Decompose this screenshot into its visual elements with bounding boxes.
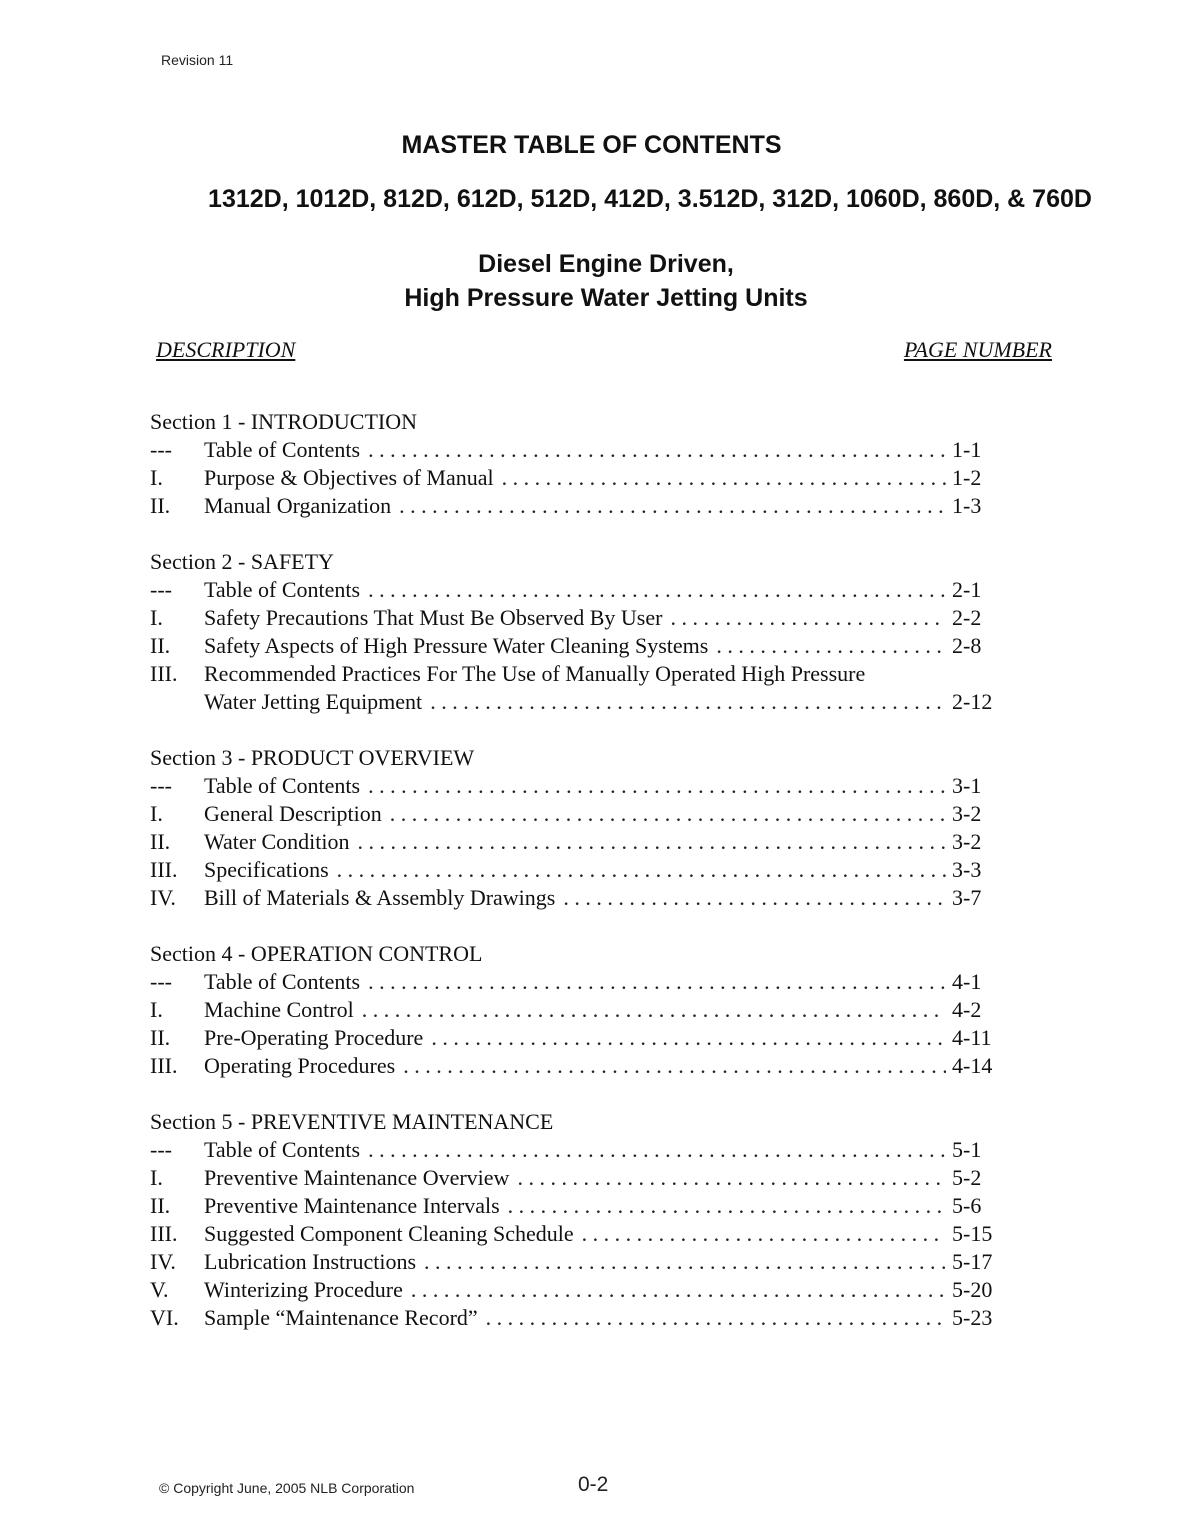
entry-label: Bill of Materials & Assembly Drawings [204, 885, 556, 910]
dot-leader [403, 1052, 946, 1080]
toc-entry[interactable] [150, 856, 1010, 884]
subtitle-line-1: Diesel Engine Driven, [478, 250, 734, 278]
entry-number: I. [150, 605, 163, 630]
toc-entry[interactable] [150, 828, 1010, 856]
toc-entry[interactable] [150, 660, 1010, 688]
entry-number: --- [150, 969, 172, 994]
page-number: 0-2 [578, 1473, 609, 1496]
entry-number: III. [150, 1053, 178, 1078]
entry-page: 4-11 [952, 1025, 992, 1050]
entry-number: II. [150, 493, 171, 518]
toc-entry[interactable] [150, 1276, 1010, 1304]
entry-page: 1-1 [952, 437, 982, 462]
toc-entry[interactable] [150, 632, 1010, 660]
entry-label-continued: Water Jetting Equipment [204, 689, 423, 714]
entry-page: 3-1 [952, 773, 982, 798]
entry-number: III. [150, 661, 178, 686]
entry-label: Safety Precautions That Must Be Observed By User [204, 605, 663, 630]
entry-page: 3-3 [952, 857, 982, 882]
dot-leader [368, 1136, 946, 1164]
section-title: Section 1 - INTRODUCTION [150, 409, 418, 434]
entry-number: II. [150, 829, 171, 854]
entry-page: 2-1 [952, 577, 982, 602]
dot-leader [390, 800, 946, 828]
entry-label: Operating Procedures [204, 1053, 396, 1078]
dot-leader [411, 1276, 946, 1304]
dot-leader [368, 772, 946, 800]
entry-label: General Description [204, 801, 382, 826]
entry-number: II. [150, 1025, 171, 1050]
toc-entry[interactable] [150, 996, 1010, 1024]
entry-label: Table of Contents [204, 437, 361, 462]
dot-leader [399, 492, 946, 520]
entry-label: Sample “Maintenance Record” [204, 1305, 478, 1330]
entry-page: 3-7 [952, 885, 982, 910]
section-title: Section 2 - SAFETY [150, 549, 334, 574]
section-title: Section 4 - OPERATION CONTROL [150, 941, 483, 966]
dot-leader [716, 632, 946, 660]
toc-entry[interactable] [150, 492, 1010, 520]
entry-number: --- [150, 577, 172, 602]
dot-leader [670, 604, 946, 632]
dot-leader [508, 1192, 946, 1220]
dot-leader [582, 1220, 946, 1248]
entry-number: V. [150, 1277, 169, 1302]
subtitle-line-2: High Pressure Water Jetting Units [404, 284, 808, 312]
entry-number: III. [150, 1221, 178, 1246]
description-column-header: DESCRIPTION [156, 337, 296, 362]
entry-label: Safety Aspects of High Pressure Water Cleaning Systems [204, 633, 709, 658]
dot-leader [368, 968, 946, 996]
entry-number: I. [150, 997, 163, 1022]
toc-entry[interactable] [150, 1164, 1010, 1192]
toc-entry[interactable] [150, 436, 1010, 464]
toc-section [150, 744, 1010, 912]
entry-label: Preventive Maintenance Intervals [204, 1193, 500, 1218]
dot-leader [563, 884, 946, 912]
entry-page: 5-1 [952, 1137, 982, 1162]
toc-entry[interactable] [150, 604, 1010, 632]
dot-leader [368, 436, 946, 464]
entry-number: I. [150, 1165, 163, 1190]
toc-section [150, 1108, 1010, 1332]
entry-number: --- [150, 773, 172, 798]
entry-page: 5-2 [952, 1165, 982, 1190]
section-title: Section 3 - PRODUCT OVERVIEW [150, 745, 475, 770]
entry-label: Machine Control [204, 997, 354, 1022]
entry-page: 5-20 [952, 1277, 993, 1302]
toc-section [150, 408, 1010, 520]
entry-label: Table of Contents [204, 577, 361, 602]
model-list: 1312D, 1012D, 812D, 612D, 512D, 412D, 3.512D, 312D, 1060D, 860D, & 760D [208, 185, 1092, 213]
entry-page: 2-2 [952, 605, 982, 630]
toc-entry[interactable] [150, 1248, 1010, 1276]
toc-entry[interactable] [150, 800, 1010, 828]
entry-number: II. [150, 1193, 171, 1218]
page-title: MASTER TABLE OF CONTENTS [401, 131, 782, 159]
entry-label: Pre-Operating Procedure [204, 1025, 424, 1050]
entry-page: 4-14 [952, 1053, 993, 1078]
toc-entry[interactable] [150, 1192, 1010, 1220]
entry-number: --- [150, 1137, 172, 1162]
revision-label: Revision 11 [161, 52, 234, 68]
dot-leader [424, 1248, 946, 1276]
entry-number: IV. [150, 1249, 176, 1274]
dot-leader [486, 1304, 946, 1332]
toc-entry[interactable] [150, 1220, 1010, 1248]
toc-section [150, 548, 1010, 716]
entry-number: I. [150, 465, 163, 490]
dot-leader [502, 464, 946, 492]
section-title: Section 5 - PREVENTIVE MAINTENANCE [150, 1109, 554, 1134]
toc-entry-continuation[interactable] [150, 688, 1010, 716]
entry-number: VI. [150, 1305, 179, 1330]
toc-entry[interactable] [150, 576, 1010, 604]
dot-leader [431, 1024, 946, 1052]
entry-label: Table of Contents [204, 1137, 361, 1162]
entry-page: 5-6 [952, 1193, 982, 1218]
entry-page: 5-23 [952, 1305, 993, 1330]
entry-number: II. [150, 633, 171, 658]
entry-label: Specifications [204, 857, 329, 882]
toc-entry[interactable] [150, 1024, 1010, 1052]
entry-page: 1-2 [952, 465, 982, 490]
toc-entry[interactable] [150, 772, 1010, 800]
toc-entry[interactable] [150, 1052, 1010, 1080]
toc-entry[interactable] [150, 968, 1010, 996]
toc-section [150, 940, 1010, 1080]
page-number-column-header: PAGE NUMBER [903, 337, 1052, 362]
dot-leader [430, 688, 946, 716]
entry-page: 5-15 [952, 1221, 993, 1246]
entry-label: Table of Contents [204, 969, 361, 994]
dot-leader [362, 996, 946, 1024]
dot-leader [357, 828, 946, 856]
table-of-contents [150, 408, 1010, 1360]
entry-label: Lubrication Instructions [204, 1249, 417, 1274]
entry-label: Suggested Component Cleaning Schedule [204, 1221, 574, 1246]
entry-label: Recommended Practices For The Use of Manually Operated High Pressure [204, 661, 866, 686]
entry-number: III. [150, 857, 178, 882]
dot-leader [368, 576, 946, 604]
entry-page: 4-1 [952, 969, 982, 994]
toc-entry[interactable] [150, 1136, 1010, 1164]
entry-number: IV. [150, 885, 176, 910]
entry-label: Preventive Maintenance Overview [204, 1165, 510, 1190]
toc-entry[interactable] [150, 884, 1010, 912]
entry-number: --- [150, 437, 172, 462]
entry-label: Purpose & Objectives of Manual [204, 465, 494, 490]
entry-page: 4-2 [952, 997, 982, 1022]
entry-label: Manual Organization [204, 493, 392, 518]
entry-label: Water Condition [204, 829, 350, 854]
entry-page: 2-12 [952, 689, 993, 714]
entry-label: Table of Contents [204, 773, 361, 798]
entry-page: 1-3 [952, 493, 982, 518]
entry-page: 5-17 [952, 1249, 993, 1274]
entry-page: 3-2 [952, 801, 982, 826]
entry-page: 3-2 [952, 829, 982, 854]
dot-leader [517, 1164, 946, 1192]
copyright-notice: © Copyright June, 2005 NLB Corporation [159, 1480, 415, 1496]
dot-leader [337, 856, 946, 884]
entry-label: Winterizing Procedure [204, 1277, 403, 1302]
entry-number: I. [150, 801, 163, 826]
entry-page: 2-8 [952, 633, 982, 658]
toc-entry[interactable] [150, 464, 1010, 492]
toc-entry[interactable] [150, 1304, 1010, 1332]
